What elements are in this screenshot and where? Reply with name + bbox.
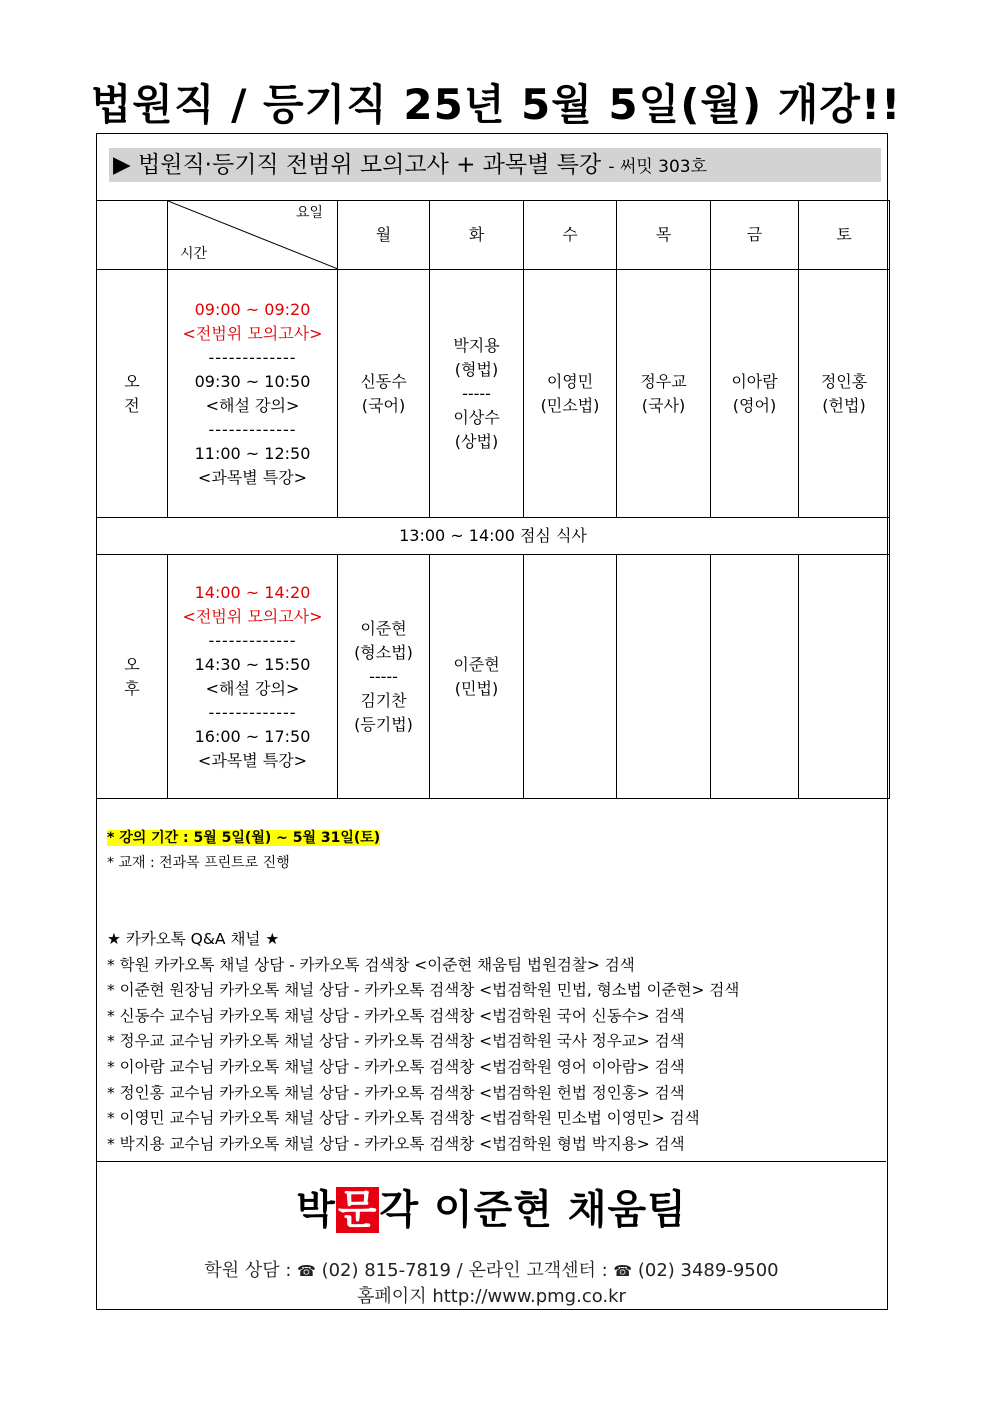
time-axis-label: 시간 xyxy=(180,246,208,262)
day-axis-label: 요일 xyxy=(295,205,323,221)
divider: ----- xyxy=(369,666,398,686)
period-char: 오 xyxy=(124,371,140,391)
day-header-mon: 월 xyxy=(338,201,430,270)
instructor-name: 김기찬 xyxy=(360,690,407,710)
am-cell-tue xyxy=(430,270,524,518)
morning-time-cell xyxy=(168,270,338,518)
time-slot: 11:00 ~ 12:50 xyxy=(194,443,311,463)
brand-team: 이준현 채움팀 xyxy=(434,1187,687,1233)
kakao-line: * 이준현 원장님 카카오톡 채널 상담 - 카카오톡 검색창 <법검학원 민법, 형소법 이준현> 검색 xyxy=(107,981,740,1000)
divider: ------------- xyxy=(208,702,297,722)
instructor-name: 이준현 xyxy=(360,618,407,638)
time-slot-label: <해설 강의> xyxy=(205,395,300,415)
time-slot: 14:30 ~ 15:50 xyxy=(194,654,311,674)
contact-info xyxy=(97,1258,886,1310)
time-slot: 16:00 ~ 17:50 xyxy=(194,726,311,746)
instructor-name: 신동수 xyxy=(360,371,407,391)
time-slot-label: <전범위 모의고사> xyxy=(182,323,323,343)
phone-icon: ☎ xyxy=(613,1262,633,1280)
subject: (민소법) xyxy=(540,395,600,415)
day-header-fri: 금 xyxy=(711,201,799,270)
pm-cell-wed xyxy=(524,555,617,799)
kakao-line: * 정우교 교수님 카카오톡 채널 상담 - 카카오톡 검색창 <법검학원 국사 정우교> 검색 xyxy=(107,1032,685,1051)
morning-row xyxy=(97,270,890,518)
kakao-line: * 이영민 교수님 카카오톡 채널 상담 - 카카오톡 검색창 <법검학원 민소법 이영민> 검색 xyxy=(107,1109,700,1128)
course-notes xyxy=(107,826,877,876)
subject: (민법) xyxy=(454,678,499,698)
am-cell-wed xyxy=(524,270,617,518)
schedule-frame xyxy=(96,133,888,1310)
banner-text: 법원직·등기직 전범위 모의고사 + 과목별 특강 xyxy=(138,152,602,178)
phone-icon: ☎ xyxy=(297,1262,316,1280)
page-title: 법원직 / 등기직 25년 5월 5일(월) 개강!! xyxy=(90,80,902,129)
instructor-name: 이준현 xyxy=(453,654,500,674)
divider: ----- xyxy=(462,383,491,403)
divider: ------------- xyxy=(208,419,297,439)
instructor-name: 박지용 xyxy=(453,335,500,355)
pm-cell-sat xyxy=(799,555,890,799)
morning-period-cell xyxy=(97,270,168,518)
kakao-line: * 이아람 교수님 카카오톡 채널 상담 - 카카오톡 검색창 <법검학원 영어 이아람> 검색 xyxy=(107,1057,685,1076)
header-empty-cell xyxy=(97,201,168,270)
day-header-sat: 토 xyxy=(799,201,890,270)
time-slot-label: <해설 강의> xyxy=(205,678,300,698)
afternoon-time-cell xyxy=(168,555,338,799)
instructor-name: 이상수 xyxy=(453,407,500,427)
am-cell-thu xyxy=(617,270,711,518)
kakao-heading: ★ 카카오톡 Q&A 채널 ★ xyxy=(107,930,280,948)
lunch-row xyxy=(97,518,890,555)
instructor-name: 정우교 xyxy=(640,371,687,391)
day-header-wed: 수 xyxy=(524,201,617,270)
time-slot-label: <전범위 모의고사> xyxy=(182,606,323,626)
pm-cell-thu xyxy=(617,555,711,799)
period-char: 전 xyxy=(124,395,140,415)
time-slot-label: <과목별 특강> xyxy=(197,750,308,770)
day-header-tue: 화 xyxy=(430,201,524,270)
course-period-note: * 강의 기간 : 5월 5일(월) ~ 5월 31일(토) xyxy=(107,830,381,846)
instructor-name: 정인홍 xyxy=(820,371,868,391)
kakao-line: * 학원 카카오톡 채널 상담 - 카카오톡 검색창 <이준현 채움팀 법원검찰> 검색 xyxy=(107,955,635,974)
header-row xyxy=(97,201,890,270)
divider: ------------- xyxy=(208,347,297,367)
time-slot-label: <과목별 특강> xyxy=(197,467,308,487)
contact-separator: / xyxy=(456,1260,463,1281)
time-slot: 14:00 ~ 14:20 xyxy=(194,582,311,602)
subject: (상법) xyxy=(454,431,499,451)
subject: (형법) xyxy=(454,359,499,379)
afternoon-row xyxy=(97,555,890,799)
subject: (국사) xyxy=(641,395,686,415)
am-cell-mon xyxy=(338,270,430,518)
kakao-line: * 신동수 교수님 카카오톡 채널 상담 - 카카오톡 검색창 <법검학원 국어 신동수> 검색 xyxy=(107,1006,685,1025)
homepage-label: 홈페이지 xyxy=(357,1286,427,1307)
header-diagonal-cell xyxy=(168,201,338,270)
am-cell-sat xyxy=(799,270,890,518)
pm-cell-tue xyxy=(430,555,524,799)
subject: (헌법) xyxy=(822,395,866,415)
footer-divider xyxy=(97,1161,886,1162)
pm-cell-fri xyxy=(711,555,799,799)
online-label: 온라인 고객센터 : xyxy=(468,1260,608,1281)
brand-logo xyxy=(97,1178,886,1235)
instructor-name: 이영민 xyxy=(546,371,594,391)
instructor-name: 이아람 xyxy=(731,371,778,391)
play-marker-icon: ▶ xyxy=(113,152,131,178)
period-char: 후 xyxy=(124,678,140,698)
kakao-line: * 박지용 교수님 카카오톡 채널 상담 - 카카오톡 검색창 <법검학원 형법 박지용> 검색 xyxy=(107,1134,685,1153)
subject: (형소법) xyxy=(354,642,413,662)
day-header-thu: 목 xyxy=(617,201,711,270)
brand-char: 박 xyxy=(296,1187,336,1233)
time-slot: 09:30 ~ 10:50 xyxy=(194,371,311,391)
kakao-line: * 정인홍 교수님 카카오톡 채널 상담 - 카카오톡 검색창 <법검학원 헌법 정인홍> 검색 xyxy=(107,1083,685,1102)
brand-char: 각 xyxy=(379,1187,420,1233)
subject: (영어) xyxy=(732,395,777,415)
period-char: 오 xyxy=(124,654,140,674)
am-cell-fri xyxy=(711,270,799,518)
contact-label: 학원 상담 : xyxy=(204,1260,292,1281)
course-banner xyxy=(109,148,881,182)
banner-room: - 써밋 303호 xyxy=(608,157,708,177)
subject: (국어) xyxy=(361,395,406,415)
schedule-table xyxy=(96,200,890,799)
homepage-link[interactable]: http://www.pmg.co.kr xyxy=(432,1286,626,1307)
pm-cell-mon xyxy=(338,555,430,799)
time-slot: 09:00 ~ 09:20 xyxy=(194,299,311,319)
kakao-channel-list xyxy=(107,927,877,1157)
online-phone: (02) 3489-9500 xyxy=(637,1260,779,1281)
contact-phone: (02) 815-7819 xyxy=(321,1260,451,1281)
subject: (등기법) xyxy=(354,714,413,734)
afternoon-period-cell xyxy=(97,555,168,799)
divider: ------------- xyxy=(208,630,297,650)
brand-highlight-char: 문 xyxy=(337,1187,378,1233)
lunch-cell: 13:00 ~ 14:00 점심 식사 xyxy=(97,518,890,555)
material-note: * 교재 : 전과목 프린트로 진행 xyxy=(107,855,290,871)
